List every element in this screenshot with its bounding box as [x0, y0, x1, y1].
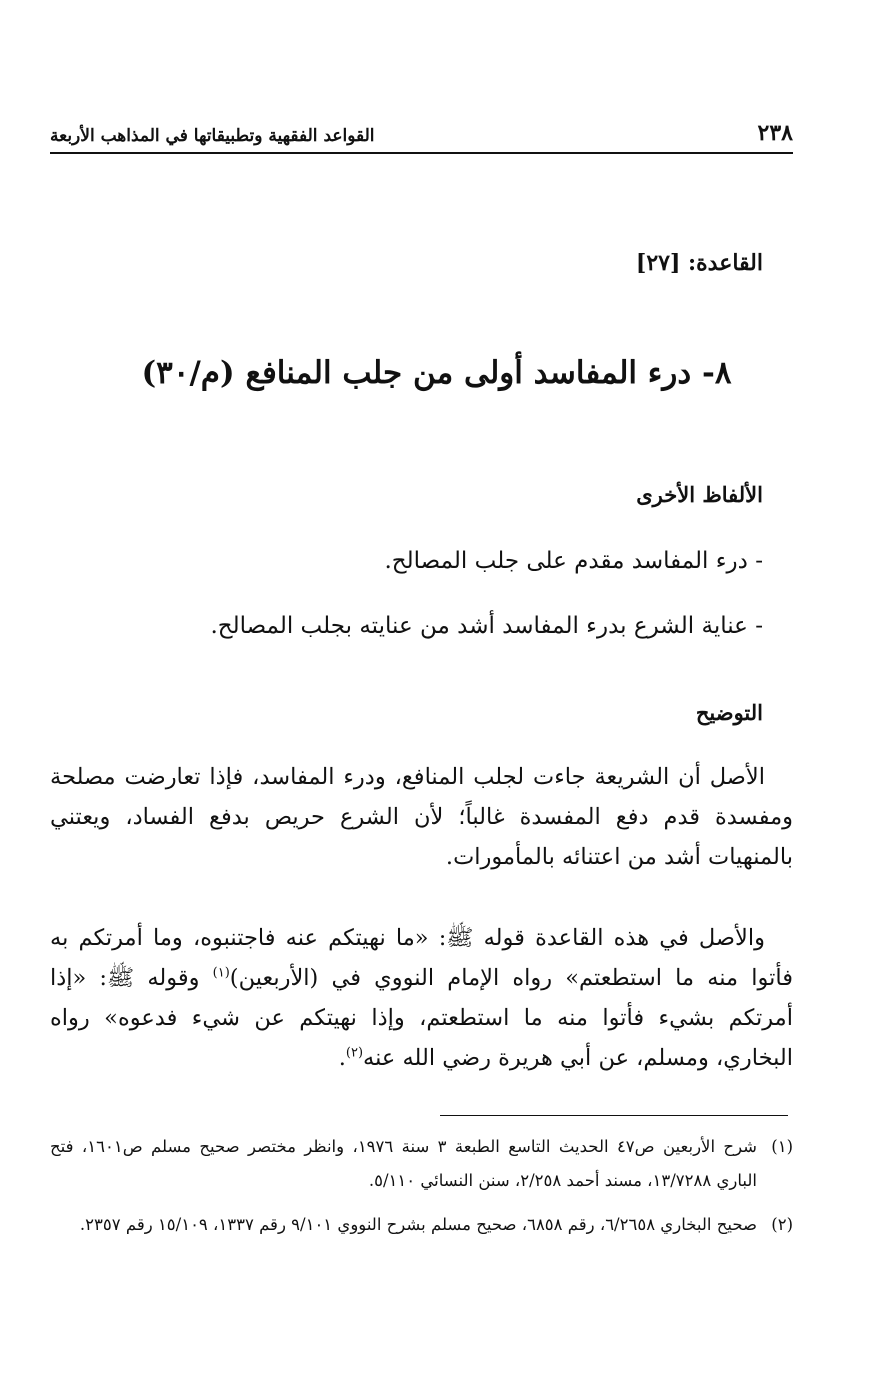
paragraph-2-part-1: والأصل في هذه القاعدة قوله ﷺ: «ما نهيتكم عنه فاجتنبوه، وما أمرتكم به فأتوا منه ما استطعتم» رواه الإمام النووي في (الأربعين): [50, 925, 793, 991]
rule-title: ٨- درء المفاسد أولى من جلب المنافع (م/٣٠): [141, 355, 732, 391]
footnote-separator: [440, 1115, 788, 1116]
footnote-1: [50, 1130, 793, 1198]
footnote-ref-1[interactable]: (١): [212, 965, 230, 981]
paragraph-2-part-2: وقوله ﷺ: «إذا أمرتكم بشيء فأتوا منه ما استطعتم، وإذا نهيتكم عن شيء فدعوه» رواه البخاري، ومسلم، عن أبي هريرة رضي الله عنه: [50, 965, 793, 1071]
explanation-heading: التوضيح: [695, 700, 763, 725]
rule-number-label: القاعدة: [٢٧]: [635, 250, 763, 276]
explanation-paragraph-2: [50, 918, 793, 1078]
alternative-phrase-2: - عناية الشرع بدرء المفاسد أشد من عنايته بجلب المصالح.: [210, 613, 763, 639]
running-title: القواعد الفقهية وتطبيقاتها في المذاهب الأربعة: [50, 126, 375, 146]
footnote-2-mark: (٢): [771, 1215, 793, 1234]
footnote-1-mark: (١): [771, 1137, 793, 1156]
running-header: [50, 114, 793, 154]
footnote-ref-2[interactable]: (٢): [345, 1045, 364, 1061]
footnote-2: [50, 1208, 793, 1242]
paragraph-2-end: .: [338, 1045, 346, 1071]
footnote-1-text: شرح الأربعين ص٤٧ الحديث التاسع الطبعة ٣ سنة ١٩٧٦، وانظر مختصر صحيح مسلم ص١٦٠١، فتح الباري ١٣/٧٢٨٨، مسند أحمد ٢/٢٥٨، سنن النسائي ٥/١١٠.: [50, 1137, 758, 1190]
footnote-2-text: صحيح البخاري ٦/٢٦٥٨، رقم ٦٨٥٨، صحيح مسلم بشرح النووي ٩/١٠١ رقم ١٣٣٧، ١٥/١٠٩ رقم ٢٣٥٧.: [79, 1215, 757, 1234]
explanation-paragraph-1: الأصل أن الشريعة جاءت لجلب المنافع، ودرء المفاسد، فإذا تعارضت مصلحة ومفسدة قدم دفع المفسدة غالباً؛ لأن الشرع حريص بدفع الفساد، ويعتني بالمنهيات أشد من اعتنائه بالمأمورات.: [50, 764, 793, 870]
page-number: ٢٣٨: [757, 120, 793, 146]
alternatives-heading: الألفاظ الأخرى: [636, 482, 763, 507]
alternative-phrase-1: - درء المفاسد مقدم على جلب المصالح.: [384, 548, 763, 574]
